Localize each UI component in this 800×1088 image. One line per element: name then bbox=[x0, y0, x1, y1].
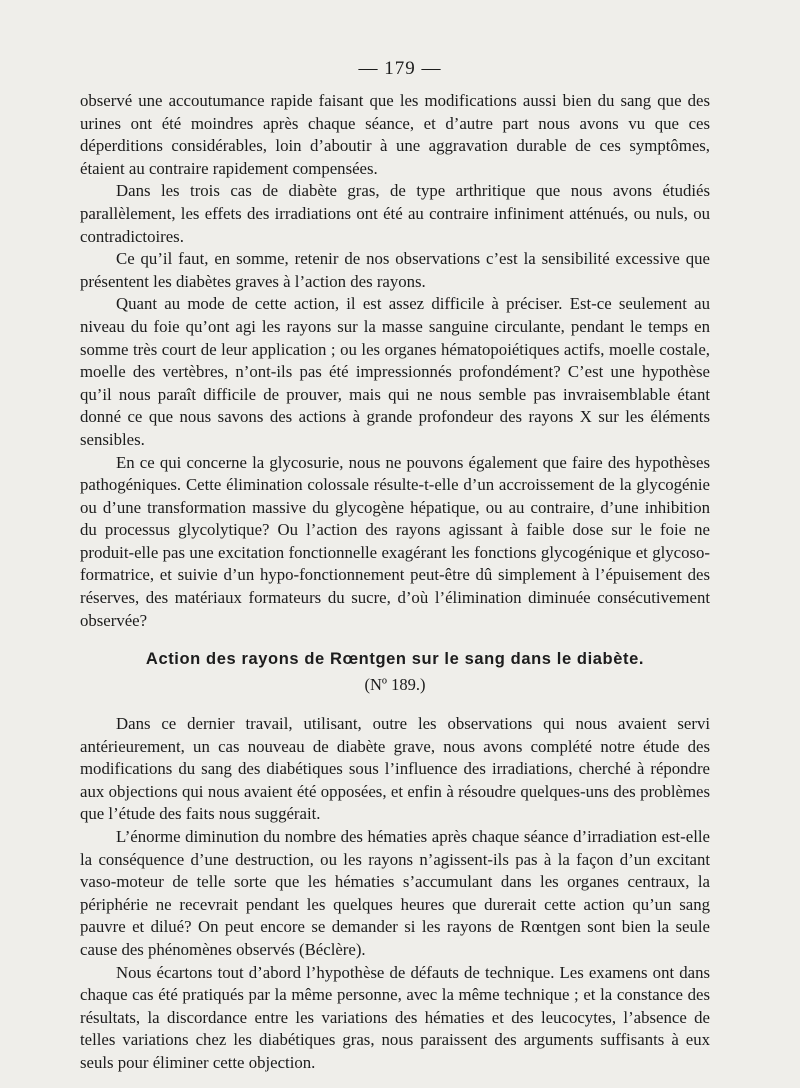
paragraph: observé une accoutumance rapide faisant que les modifications aussi bien du sang que des urines ont été moindres après chaque séance, et d’autre part nous avons vu que ces déperditions considérables, loin d’aboutir à une aggravation durable de ces symptômes, étaient au contraire rapidement compensées. bbox=[80, 91, 710, 178]
paragraph: Ce qu’il faut, en somme, retenir de nos observations c’est la sensibilité excessive que présentent les diabètes graves à l’action des rayons. bbox=[80, 249, 710, 291]
paragraph: Dans les trois cas de diabète gras, de type arthritique que nous avons étudiés parallèlement, les effets des irradiations ont été au contraire infiniment atténués, ou nuls, ou contradictoires. bbox=[80, 181, 710, 246]
section-heading: Action des rayons de Rœntgen sur le sang dans le diabète. bbox=[145, 650, 645, 668]
paragraph: Quant au mode de cette action, il est assez difficile à préciser. Est-ce seulement au niveau du foie qu’ont agi les rayons sur la masse sanguine circulante, pendant le temps en somme très court de leur application ; ou les organes hématopoiétiques actifs, moelle costale, moelle des vertèbres, n’ont-ils pas été impressionnés profondément? C’est une hypothèse qu’il nous paraît difficile de prouver, mais qui ne nous semble pas invraisemblable étant donné ce que nous savons des actions à grande profondeur des rayons X sur les éléments sensibles. bbox=[80, 294, 710, 449]
text-block-continuation bbox=[80, 90, 710, 632]
paragraph: L’énorme diminution du nombre des hématies après chaque séance d’irradiation est-elle la conséquence d’une destruction, ou les rayons n’agissent-ils pas à la façon d’un excitant vaso-moteur de telle sorte que les hématies s’accumulant dans les organes centraux, la périphérie ne recevrait pendant les quelques heures que durerait cette action qu’un sang pauvre et dilué? On peut encore se demander si les rayons de Rœntgen sont bien la seule cause des phénomènes observés (Béclère). bbox=[80, 826, 710, 959]
text-block-section bbox=[80, 713, 710, 1075]
section-reference-number: (Nº 189.) bbox=[364, 675, 426, 694]
page-number: — 179 — bbox=[358, 58, 442, 79]
paragraph: Nous écartons tout d’abord l’hypothèse de défauts de technique. Les examens ont dans chaque cas été pratiqués par la même personne, avec la même technique ; et la constance des résultats, la discordance entre les variations des hématies et des leucocytes, l’absence de telles variations chez les diabétiques gras, nous paraissent des arguments suffisants à eux seuls pour éliminer cette objection. bbox=[80, 962, 710, 1072]
paragraph: En ce qui concerne la glycosurie, nous ne pouvons également que faire des hypothèses pathogéniques. Cette élimination colossale résulte-t-elle d’un accroissement de la glycogénie ou d’une transformation massive du glycogène hépatique, ou au contraire, d’une inhibition du processus glycolytique? Ou l’action des rayons agissant à faible dose sur le foie ne produit-elle pas une excitation fonctionnelle exagérant les fonctions glycogénique et glycoso-formatrice, et suivie d’un hypo-fonctionnement peut-être dû simplement à l’épuisement des réserves, des matériaux formateurs du sucre, d’où l’élimination diminuée consécutivement observée? bbox=[80, 452, 710, 630]
paragraph: Dans ce dernier travail, utilisant, outre les observations qui nous avaient servi antérieurement, un cas nouveau de diabète grave, nous avons complété notre étude des modifications du sang des diabétiques sous l’influence des irradiations, cherché à répondre aux objections qui nous avaient été opposées, et enfin à résoudre quelques-uns des problèmes que l’étude des faits nous suggérait. bbox=[80, 714, 710, 824]
